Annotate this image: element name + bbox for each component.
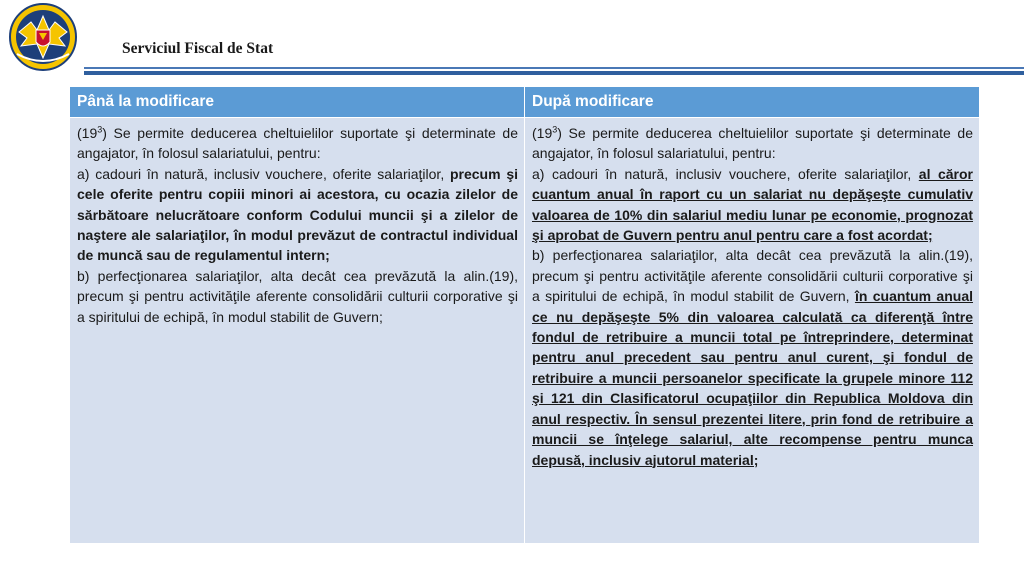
header-divider-thick (84, 71, 1024, 75)
state-fiscal-service-emblem-icon (5, 2, 81, 72)
column-header-before: Până la modificare (70, 87, 525, 118)
table-header-row (70, 87, 980, 118)
organization-title: Serviciul Fiscal de Stat (122, 40, 274, 57)
cell-after (525, 118, 980, 544)
before-point-b: b) perfecţionarea salariaţilor, alta decât cea prevăzută la alin.(19), precum şi pentru activităţile aferente consolidării culturii corporative şi a spiritului de echipă, în modul stabilit de Guvern; (77, 267, 518, 325)
before-intro: $(19^3)$ Se permite deducerea cheltuielilor suportate şi determinate de angajator, în folosul salariatului, pentru: (77, 124, 518, 162)
after-intro: $(19^3)$ Se permite deducerea cheltuielilor suportate şi determinate de angajator, în folosul salariatului, pentru: (532, 124, 973, 162)
column-header-after: După modificare (525, 87, 980, 118)
before-point-a: a) cadouri în natură, inclusiv vouchere, oferite salariaţilor, precum şi cele oferite pentru copiii minori ai acestora, cu ocazia zilelor de sărbătoare nelucrătoare conform Codului muncii şi a zilelor de naştere ale salariaţilor, în modul prevăzut de contractul individual de muncă sau de regulamentul intern; (77, 165, 518, 264)
comparison-table (69, 86, 980, 544)
header (0, 0, 1024, 78)
header-divider-thin (84, 67, 1024, 69)
table-row (70, 118, 980, 544)
cell-before (70, 118, 525, 544)
after-point-a: a) cadouri în natură, inclusiv vouchere, oferite salariaţilor, al căror cuantum anual în raport cu un salariat nu depăşeşte cumulativ valoarea de 10% din salariul mediu lunar pe economie, prognozat şi aprobat de Guvern pentru anul pentru care a fost acordat; (532, 165, 973, 244)
after-point-b: b) perfecţionarea salariaţilor, alta decât cea prevăzută la alin.(19), precum şi pentru activităţile aferente consolidării culturii corporative şi a spiritului de echipă, în modul stabilit de Guvern, în cuantum anual ce nu depăşeşte 5% din valoarea calculată ca diferenţă între fondul de retribuire a muncii total pe întreprindere, determinat pentru anul precedent sau pentru anul curent, şi fondul de retribuire a muncii persoanelor specificate la grupele minore 112 şi 121 din Clasificatorul ocupaţiilor din Republica Moldova din anul respectiv. În sensul prezentei litere, prin fond de retribuire a muncii se înţelege salariul, alte recompense pentru munca depusă, inclusiv ajutorul material; (532, 247, 973, 468)
